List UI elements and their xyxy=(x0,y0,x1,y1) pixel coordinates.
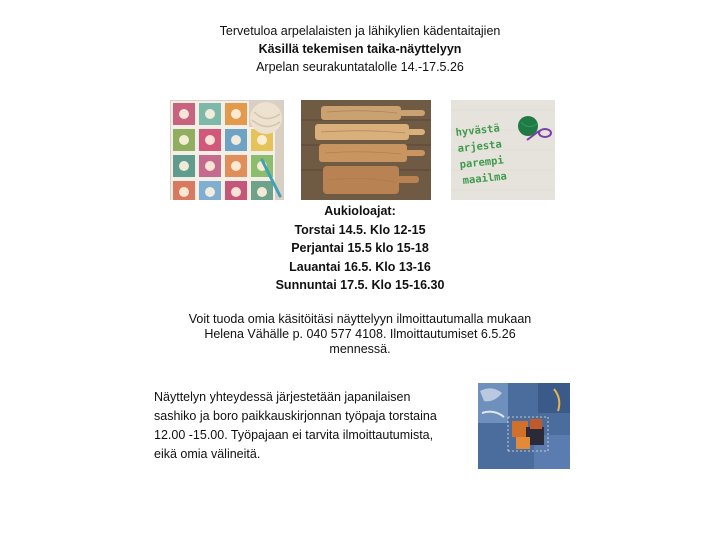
workshop-line-2: sashiko ja boro paikkauskirjonnan työpaja torstaina xyxy=(154,409,437,423)
embroidery-word-4: maailma xyxy=(462,170,508,187)
registration-info xyxy=(150,312,570,357)
opening-hours xyxy=(0,202,720,295)
hours-thursday: Torstai 14.5. Klo 12-15 xyxy=(294,222,426,237)
boro-denim-photo xyxy=(478,383,570,469)
exhibition-title: Käsillä tekemisen taika-näyttelyyn xyxy=(258,42,462,56)
cutting-boards-photo xyxy=(301,100,431,200)
embroidery-photo xyxy=(451,100,555,200)
workshop-line-4: eikä omia välineitä. xyxy=(154,447,261,461)
opening-hours-title: Aukioloajat: xyxy=(324,204,396,218)
crochet-photo xyxy=(170,100,284,200)
hours-friday: Perjantai 15.5 klo 15-18 xyxy=(291,241,429,255)
header xyxy=(0,22,720,76)
registration-line-1: Voit tuoda omia käsitöitäsi näyttelyyn ilmoittautumalla mukaan xyxy=(188,312,532,326)
workshop-line-1: Näyttelyn yhteydessä järjestetään japanilaisen xyxy=(154,390,411,404)
welcome-line: Tervetuloa arpelalaisten ja lähikylien kädentaitajien xyxy=(219,24,501,38)
hours-sunday: Sunnuntai 17.5. Klo 15-16.30 xyxy=(275,278,445,292)
registration-line-2: Helena Vähälle p. 040 577 4108. Ilmoittautumiset 6.5.26 xyxy=(204,327,516,341)
embroidery-word-3: parempi xyxy=(459,154,505,171)
workshop-info xyxy=(154,388,474,464)
embroidery-word-1: hyvästä xyxy=(455,122,501,139)
embroidery-word-2: arjesta xyxy=(457,138,503,155)
registration-line-3: mennessä. xyxy=(329,342,391,356)
hours-saturday: Lauantai 16.5. Klo 13-16 xyxy=(289,259,431,274)
workshop-line-3: 12.00 -15.00. Työpajaan ei tarvita ilmoittautumista, xyxy=(154,428,434,442)
venue-dates: Arpelan seurakuntatalolle 14.-17.5.26 xyxy=(256,60,464,74)
